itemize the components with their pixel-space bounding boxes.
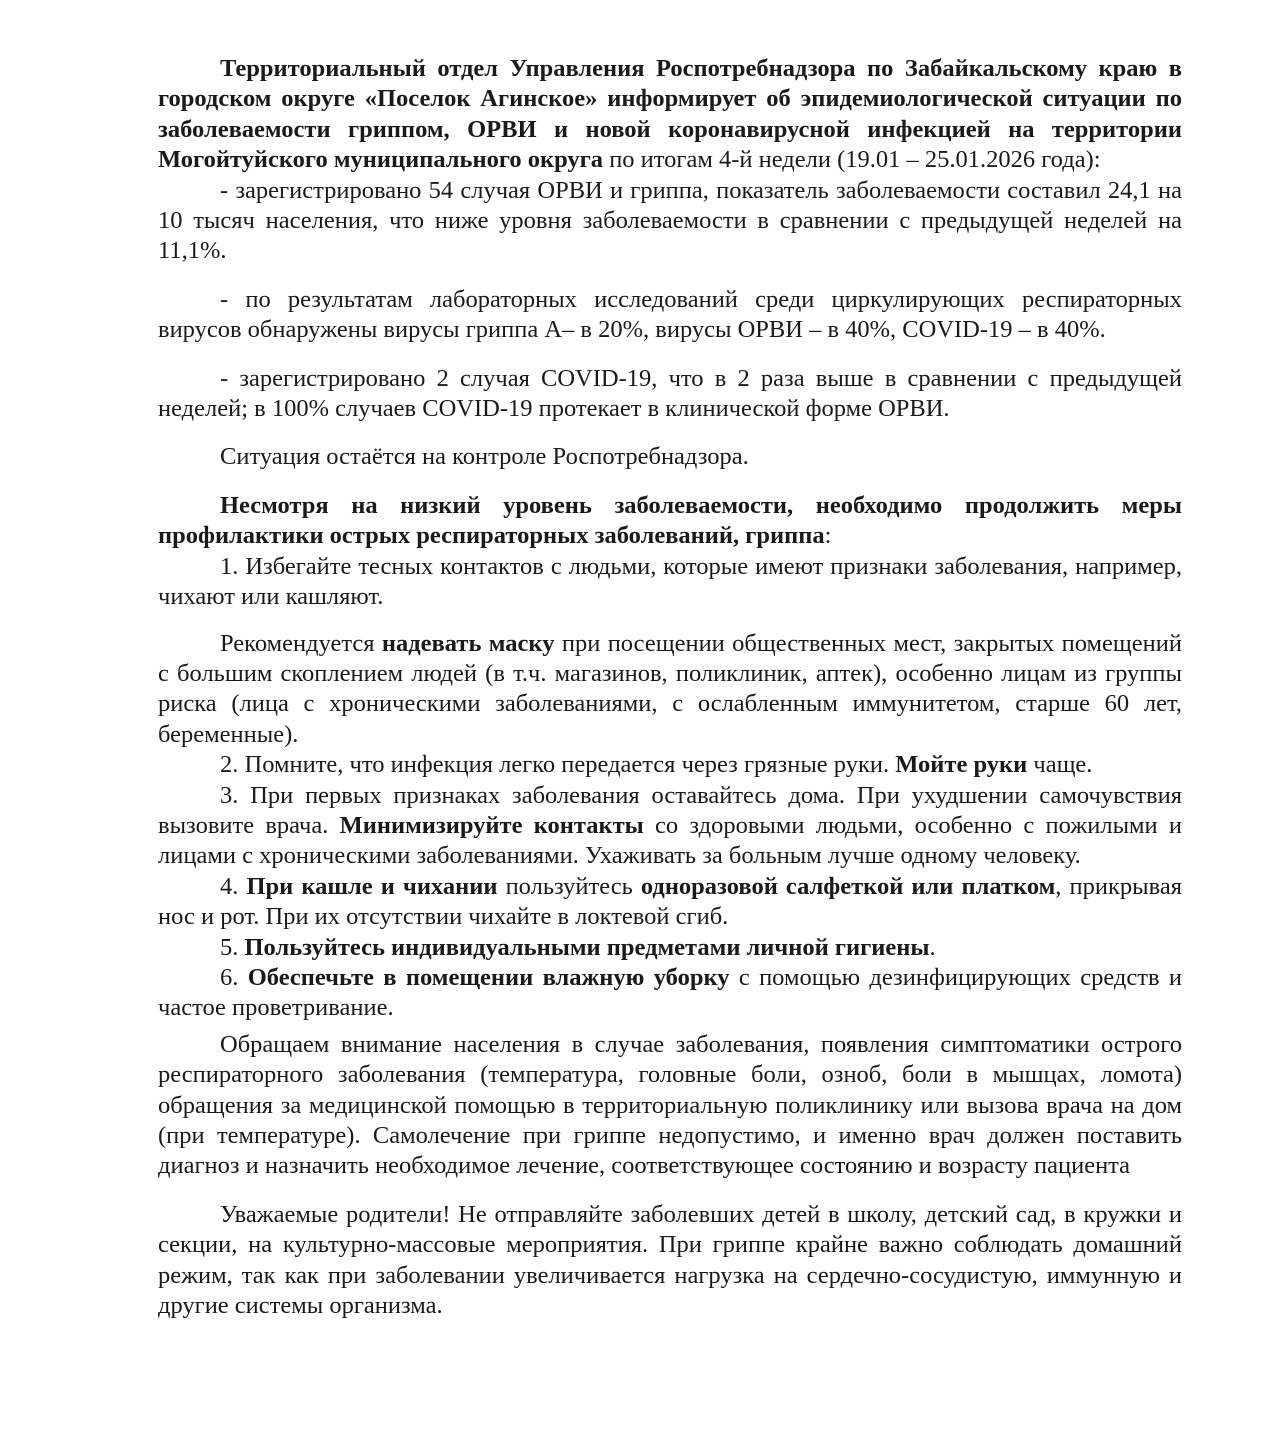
measure-6 (158, 963, 1182, 1024)
measure-6-num: 6. (220, 963, 248, 991)
intro-period-text: по итогам 4-й недели (19.01 – 25.01.2026 года): (603, 146, 1101, 174)
stats-item-2: - по результатам лабораторных исследований среди циркулирующих респираторных вирусов обнаружены вирусы гриппа А– в 20%, вирусы ОРВИ – в 40%, COVID-19 – в 40%. (158, 285, 1182, 344)
measure-6-bold: Обеспечьте в помещении влажную уборку (247, 963, 730, 991)
mask-bold-text: надевать маску (381, 629, 555, 657)
measure-3-post: со здоровыми людьми, особенно с пожилыми и лицами с хроническими заболеваниями. Ухаживать за больным лучше одному человеку. (158, 811, 1183, 870)
attention-paragraph: Обращаем внимание населения в случае заболевания, появления симптоматики острого респираторного заболевания (температура, головные боли, озноб, боли в мышцах, ломота) обращения за медицинской помощью в территориальную поликлинику или вызова врача на дом (при температуре). Самолечение при гриппе недопустимо, и именно врач должен поставить диагноз и назначить необходимое лечение, соответствующее состоянию и возрасту пациента (158, 1030, 1182, 1180)
control-paragraph: Ситуация остаётся на контроле Роспотребнадзора. (220, 443, 749, 471)
mask-pre-text: Рекомендуется (220, 629, 382, 657)
measure-4-num: 4. (220, 872, 247, 900)
measure-4 (158, 872, 1182, 933)
measure-6-post: с помощью дезинфицирующих средств и частое проветривание. (158, 963, 1182, 1022)
mask-post-text: при посещении общественных мест, закрытых помещений с большим скоплением людей (в т.ч. магазинов, поликлиник, аптек), особенно лицам из группы риска (лица с хроническими заболеваниями, с ослабленным иммунитетом, старше 60 лет, беременные). (158, 629, 1183, 748)
prevention-heading-colon: : (824, 522, 832, 550)
measure-1: 1. Избегайте тесных контактов с людьми, которые имеют признаки заболевания, например, чихают или кашляют. (158, 552, 1182, 611)
parents-paragraph: Уважаемые родители! Не отправляйте заболевших детей в школу, детский сад, в кружки и секции, на культурно-массовые мероприятия. При гриппе крайне важно соблюдать домашний режим, так как при заболевании увеличивается нагрузка на сердечно-сосудистую, иммунную и другие системы организма. (158, 1200, 1182, 1320)
measure-3-pre: 3. При первых признаках заболевания оставайтесь дома. При ухудшении самочувствия вызовите врача. (158, 781, 1182, 839)
measure-4-bold-1: При кашле и чихании (246, 872, 498, 900)
measure-4-mid: пользуйтесь (497, 872, 641, 900)
stats-item-1: - зарегистрировано 54 случая ОРВИ и гриппа, показатель заболеваемости составил 24,1 на 10 тысяч населения, что ниже уровня заболеваемости в сравнении с предыдущей неделей на 11,1%. (158, 176, 1182, 265)
measure-4-post: , прикрывая нос и рот. При их отсутствии чихайте в локтевой сгиб. (158, 872, 1182, 931)
measure-3-bold: Минимизируйте контакты (339, 811, 644, 839)
measure-4-bold-2: одноразовой салфеткой или платком (640, 872, 1056, 900)
measure-3 (158, 781, 1182, 872)
measure-5-post: . (929, 933, 936, 961)
measure-2-post: чаще. (1027, 751, 1093, 779)
measure-5-bold: Пользуйтесь индивидуальными предметами личной гигиены (244, 933, 930, 961)
intro-paragraph (158, 54, 1182, 176)
stats-item-3: - зарегистрировано 2 случая COVID-19, что в 2 раза выше в сравнении с предыдущей неделей; в 100% случаев COVID-19 протекает в клинической форме ОРВИ. (158, 364, 1182, 423)
measure-2-bold: Мойте руки (895, 751, 1028, 779)
measure-2 (158, 750, 1182, 780)
prevention-heading-bold: Несмотря на низкий уровень заболеваемости, необходимо продолжить меры профилактики острых респираторных заболеваний, гриппа (158, 491, 1182, 550)
mask-recommendation (158, 629, 1182, 751)
measure-2-pre: 2. Помните, что инфекция легко передается через грязные руки. (220, 751, 896, 779)
prevention-heading (158, 491, 1182, 552)
intro-bold-text: Территориальный отдел Управления Роспотребнадзора по Забайкальскому краю в городском округе «Поселок Агинское» информирует об эпидемиологической ситуации по заболеваемости гриппом, ОРВИ и новой коронавирусной инфекцией на территории Могойтуйского муниципального округа (158, 55, 1182, 174)
measure-5 (158, 933, 1182, 963)
measure-5-num: 5. (220, 933, 245, 961)
